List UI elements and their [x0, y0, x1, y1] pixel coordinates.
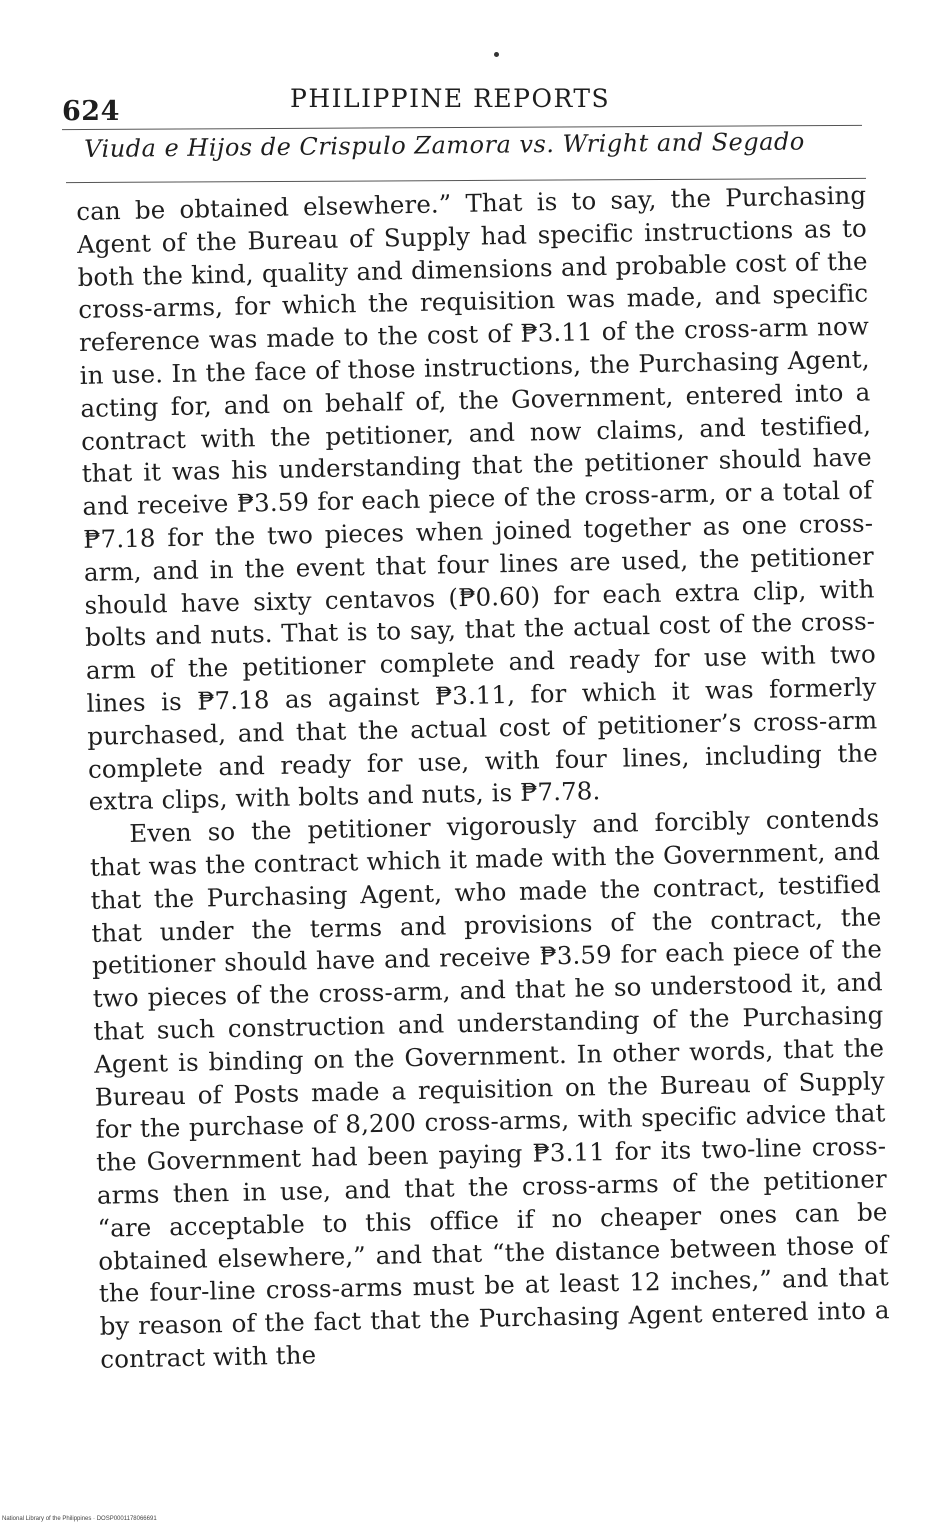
page-mark: [494, 52, 499, 57]
body-text: [76, 179, 891, 1376]
case-title: Viuda e Hijos de Crispulo Zamora vs. Wright and Segado: [84, 127, 805, 163]
paragraph-continued: can be obtained elsewhere.” That is to say, the Purchasing Agent of the Bureau of Supply had specific instructions as to both the kind, quality and dimensions and probable cost of the cross-arms, for which the requisition was made, and specific reference was made to the cost of ₱3.11 of the cross-arm now in use. In the face of those instructions, the Purchasing Agent, acting for, and on behalf of, the Government, entered into a contract with the petitioner, and now claims, and testified, that it was his understanding that the petitioner should have and receive ₱3.59 for each piece of the cross-arm, or a total of ₱7.18 for the two pieces when joined together as one cross-arm, and in the event that four lines are used, the petitioner should have sixty centavos (₱0.60) for each extra clip, with bolts and nuts. That is to say, that the actual cost of the cross-arm of the petitioner complete and ready for use with two lines is ₱7.18 as against ₱3.11, for which it was formerly purchased, and that the actual cost of petitioner’s cross-arm complete and ready for use, with four lines, including the extra clips, with bolts and nuts, is ₱7.78.: [76, 180, 879, 817]
running-head: [62, 80, 862, 130]
scan-footer: National Library of the Philippines · DOSP0001178066691: [2, 1516, 157, 1522]
paragraph: Even so the petitioner vigorously and forcibly contends that was the contract which it made with the Government, and that the Purchasing Agent, who made the contract, testified that under the terms and provisions of the contract, the petitioner should have and receive ₱3.59 for each piece of the two pieces of the cross-arm, and that he so understood it, and that such construction and understanding of the Purchasing Agent is binding on the Government. In other words, that the Bureau of Posts made a requisition on the Bureau of Supply for the purchase of 8,200 cross-arms, with specific advice that the Government had been paying ₱3.11 for its two-line cross-arms then in use, and that the cross-arms of the petitioner “are acceptable to this office if no cheaper ones can be obtained elsewhere,” and that “the distance between those of the four-line cross-arms must be at least 12 inches,” and that by reason of the fact that the Purchasing Agent entered into a contract with the: [89, 803, 890, 1374]
page-number: 624: [62, 96, 120, 127]
running-title: PHILIPPINE REPORTS: [290, 84, 611, 113]
